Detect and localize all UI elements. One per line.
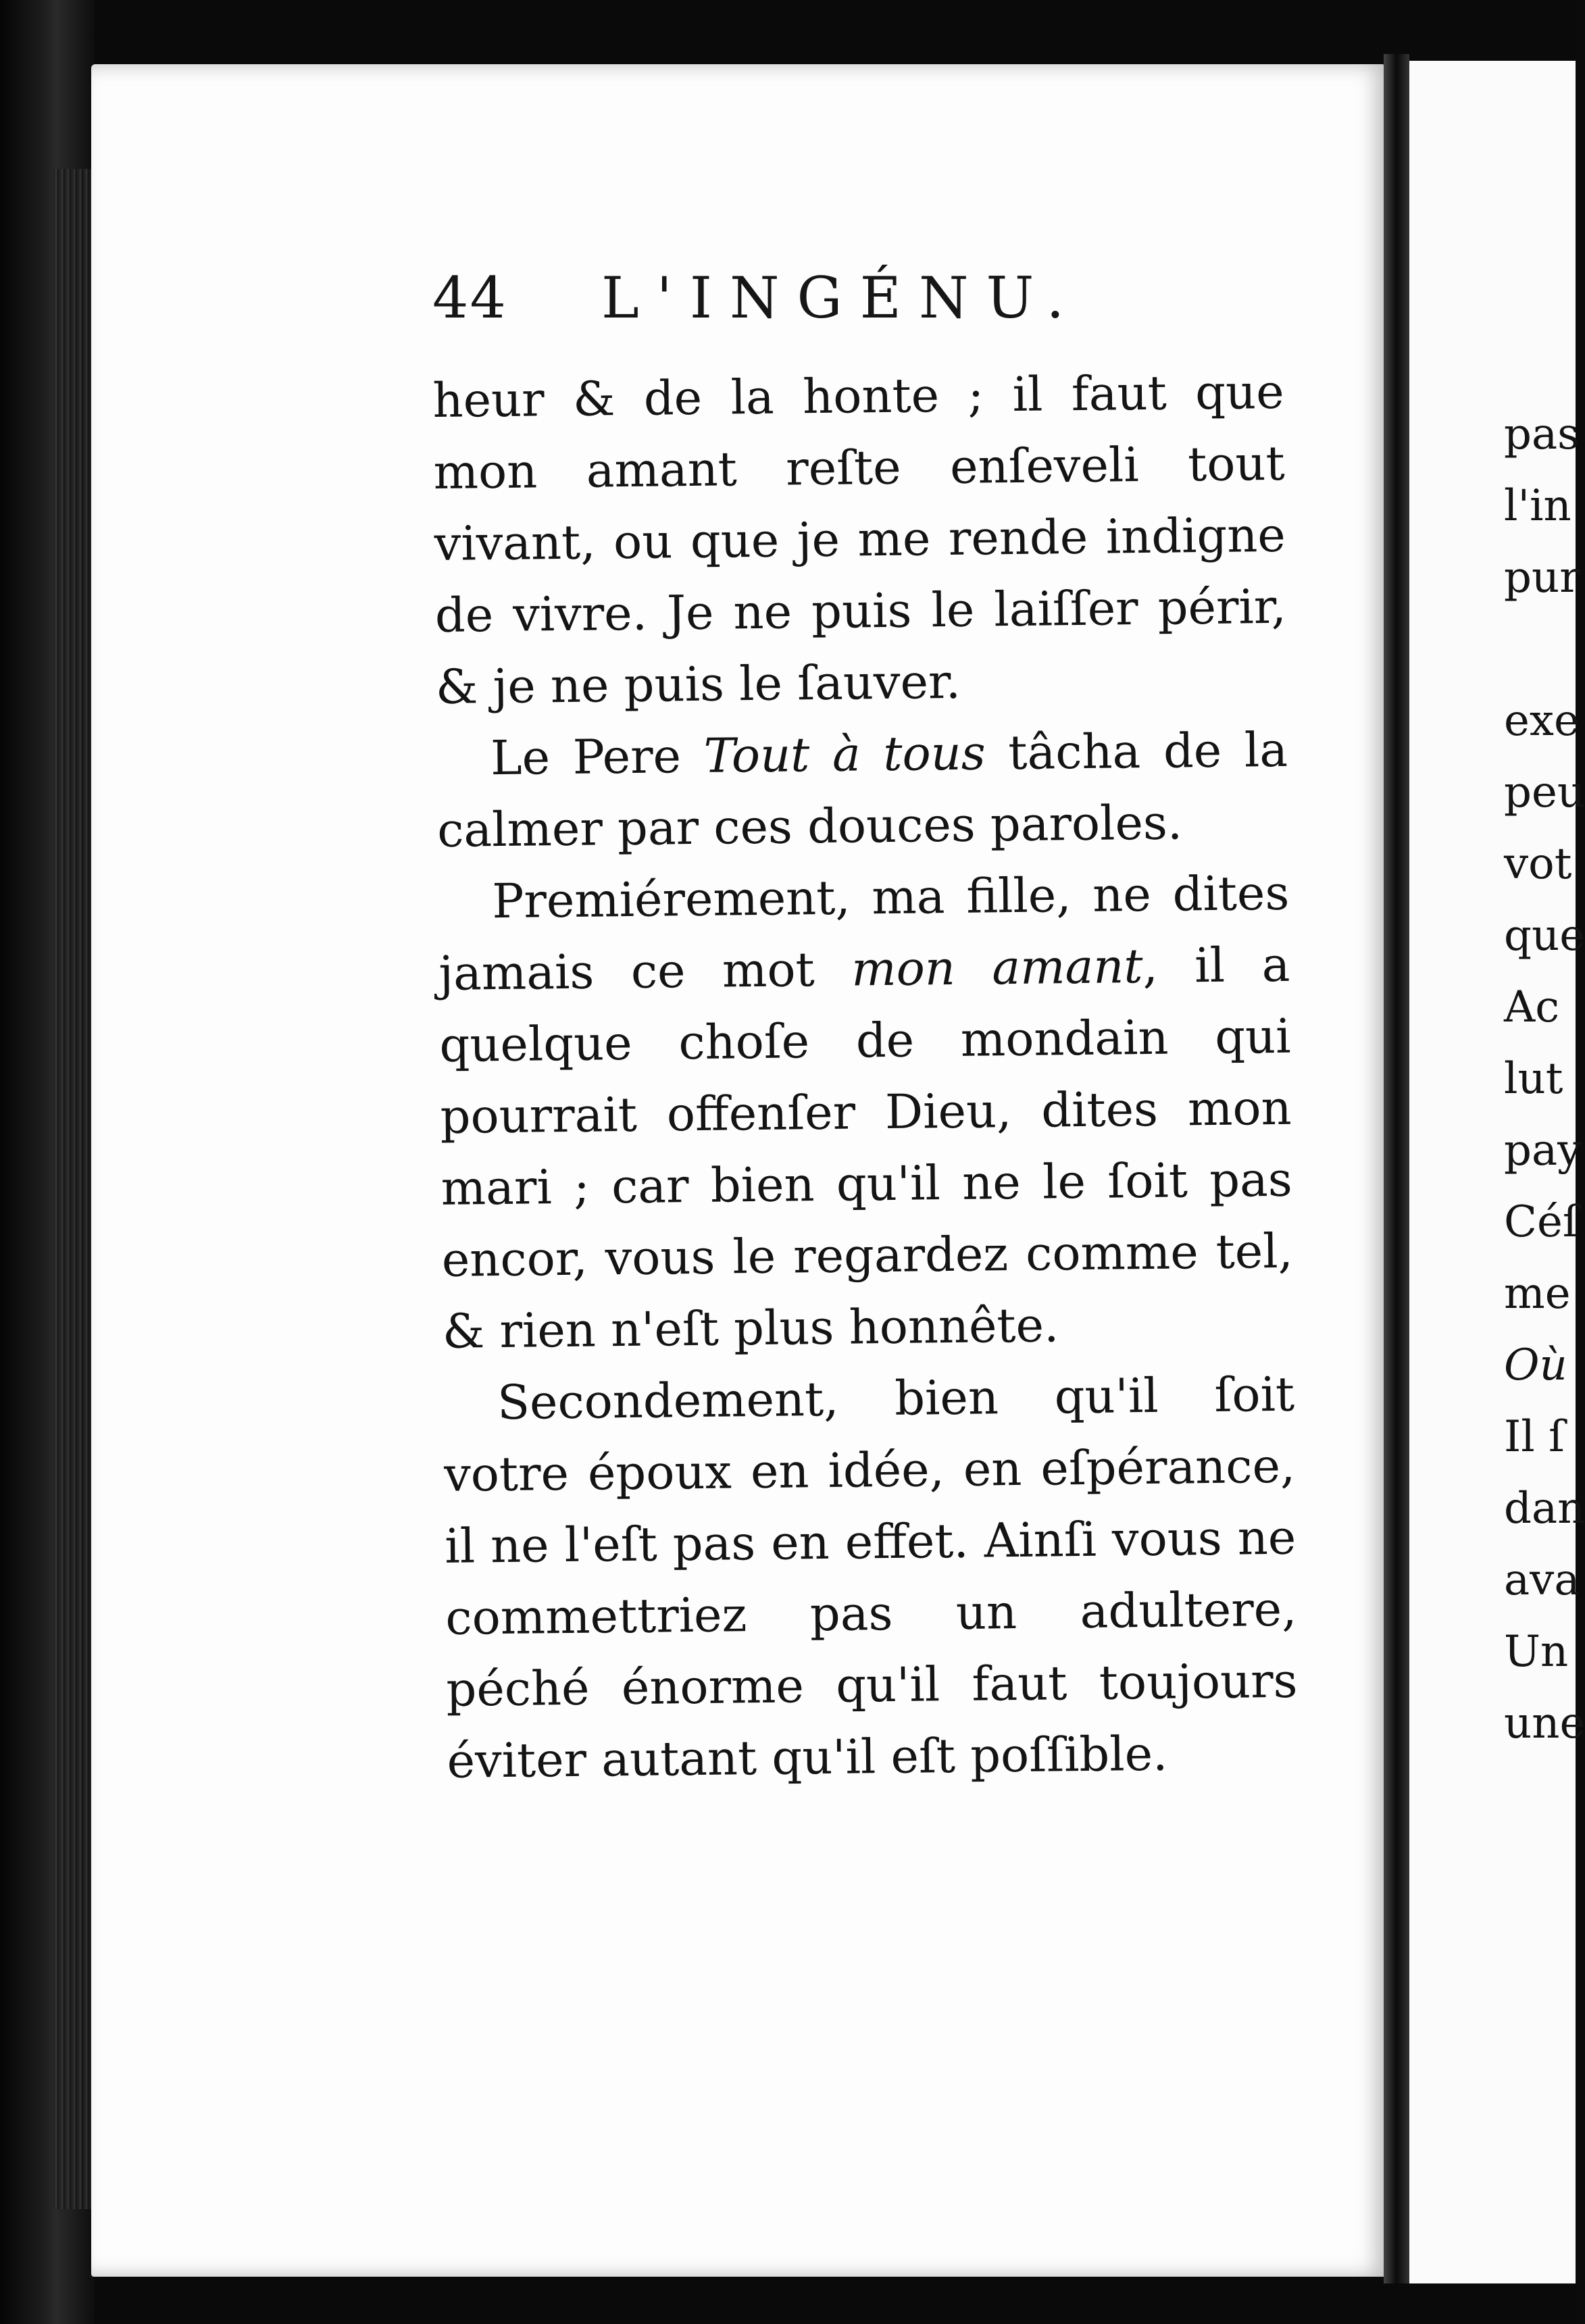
paragraph-4: Secondement, bien qu'il ſoit votre époux en idée, en eſpérance, il ne l'eſt pas en effet. Ainſi vous ne commettriez pas un adultere, péché énorme qu'il faut toujours éviter autant qu'il eſt poſſible. — [443, 1366, 1298, 1789]
facing-page-line: vot — [1504, 839, 1572, 889]
facing-page-lines — [1504, 399, 1585, 1759]
facing-page-line: que — [1504, 911, 1585, 961]
facing-page-line: Ac — [1504, 982, 1560, 1032]
book-spine — [1384, 54, 1409, 2283]
facing-page-line: lut — [1504, 1054, 1563, 1104]
page-number: 44 — [432, 265, 507, 331]
facing-page-line: Un — [1504, 1627, 1569, 1677]
paragraph-1: heur & de la honte ; il faut que mon amant reſte enſeveli tout vivant, ou que je me rende indigne de vivre. Je ne puis le laiſſer périr, & je ne puis le ſauver. — [432, 363, 1287, 715]
facing-page-line: Céſ — [1504, 1197, 1579, 1247]
italic-phrase: mon amant — [851, 938, 1143, 997]
paragraph-3: Premiérement, ma fille, ne dites jamais ce mot mon amant, il a quelque choſe de mondain qui pourrait offenſer Dieu, dites mon mari ; car bien qu'il ne le ſoit pas encor, vous le regardez comme tel, & rien n'eſt plus honnête. — [438, 865, 1294, 1359]
facing-page-line: dan — [1504, 1484, 1585, 1534]
paragraph-2: Le Pere Tout à tous tâcha de la calmer par ces douces paroles. — [436, 722, 1288, 858]
facing-page-line: l'in — [1504, 481, 1571, 531]
page-header — [432, 265, 1243, 339]
facing-page-line — [1504, 613, 1585, 685]
facing-page-line: Où — [1504, 1340, 1567, 1390]
facing-page-line: pur — [1504, 553, 1580, 603]
facing-page-line: une — [1504, 1698, 1585, 1748]
facing-page-line: peu — [1504, 767, 1585, 817]
running-title: L'INGÉNU. — [601, 265, 1082, 331]
facing-page-line: pay — [1504, 1126, 1582, 1176]
body-text — [432, 356, 1299, 1797]
right-page — [1409, 61, 1585, 2283]
italic-name: Tout à tous — [703, 725, 986, 784]
facing-page-line: me — [1504, 1269, 1571, 1319]
facing-page-line: Il ſ — [1504, 1412, 1565, 1462]
facing-page-line: exe — [1504, 696, 1580, 746]
facing-page-line: pas — [1504, 409, 1580, 459]
facing-page-line: ava — [1504, 1555, 1580, 1605]
